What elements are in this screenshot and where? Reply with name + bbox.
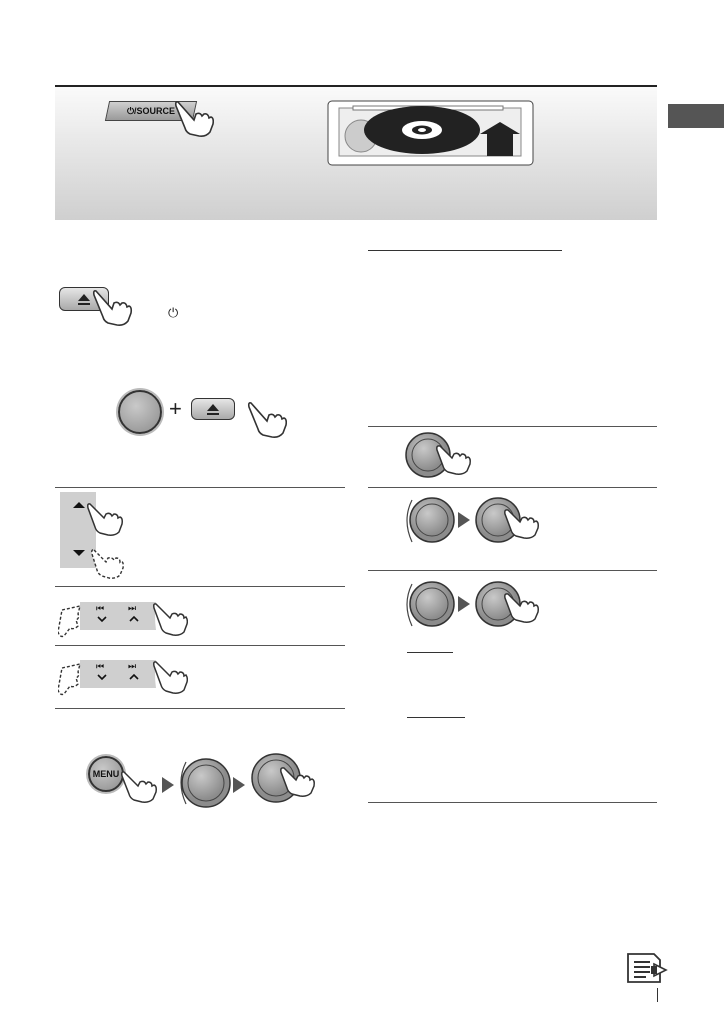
rotate-press-sequence[interactable] <box>404 574 544 636</box>
control-dial[interactable] <box>118 390 162 434</box>
up-down-buttons[interactable] <box>60 492 132 582</box>
source-button-label: ⏻/SOURCE <box>126 106 176 116</box>
side-tab <box>668 104 724 128</box>
rule <box>55 487 345 488</box>
hand-pointer-icon <box>245 397 287 439</box>
prev-track-icon: ⏮ <box>96 662 105 672</box>
heading-underline <box>368 250 562 251</box>
arrow-right-icon <box>233 777 245 793</box>
subheading-underline <box>407 652 453 653</box>
rule <box>55 645 345 646</box>
menu-button-label: MENU <box>92 769 120 779</box>
power-symbol-icon: ⏻ <box>168 305 179 320</box>
page-marker <box>657 988 658 1002</box>
prev-track-icon: ⏮ <box>96 604 105 614</box>
arrow-right-icon <box>162 777 174 793</box>
menu-button[interactable] <box>88 756 124 792</box>
skip-buttons[interactable] <box>58 654 188 698</box>
press-dial-icon[interactable] <box>250 752 316 804</box>
hand-pointer-icon <box>90 285 134 327</box>
rule <box>368 570 657 571</box>
rotate-press-sequence[interactable] <box>404 490 544 552</box>
next-track-icon: ⏭ <box>128 662 137 672</box>
rule <box>368 426 657 427</box>
hand-pointer-icon <box>120 768 160 806</box>
press-dial-icon[interactable] <box>404 430 480 482</box>
rule <box>55 708 345 709</box>
disc-slot-illustration <box>327 100 534 166</box>
hand-pointer-icon <box>172 96 214 138</box>
continue-page-icon <box>624 950 670 986</box>
eject-button-combo[interactable] <box>191 398 235 420</box>
rule <box>368 802 657 803</box>
skip-buttons[interactable] <box>58 596 188 640</box>
plus-icon: + <box>169 396 182 421</box>
rule <box>55 586 345 587</box>
eject-icon <box>192 399 234 419</box>
rule <box>368 487 657 488</box>
rotate-dial-icon[interactable] <box>176 750 232 816</box>
subheading-underline <box>407 717 465 718</box>
next-track-icon: ⏭ <box>128 604 137 614</box>
